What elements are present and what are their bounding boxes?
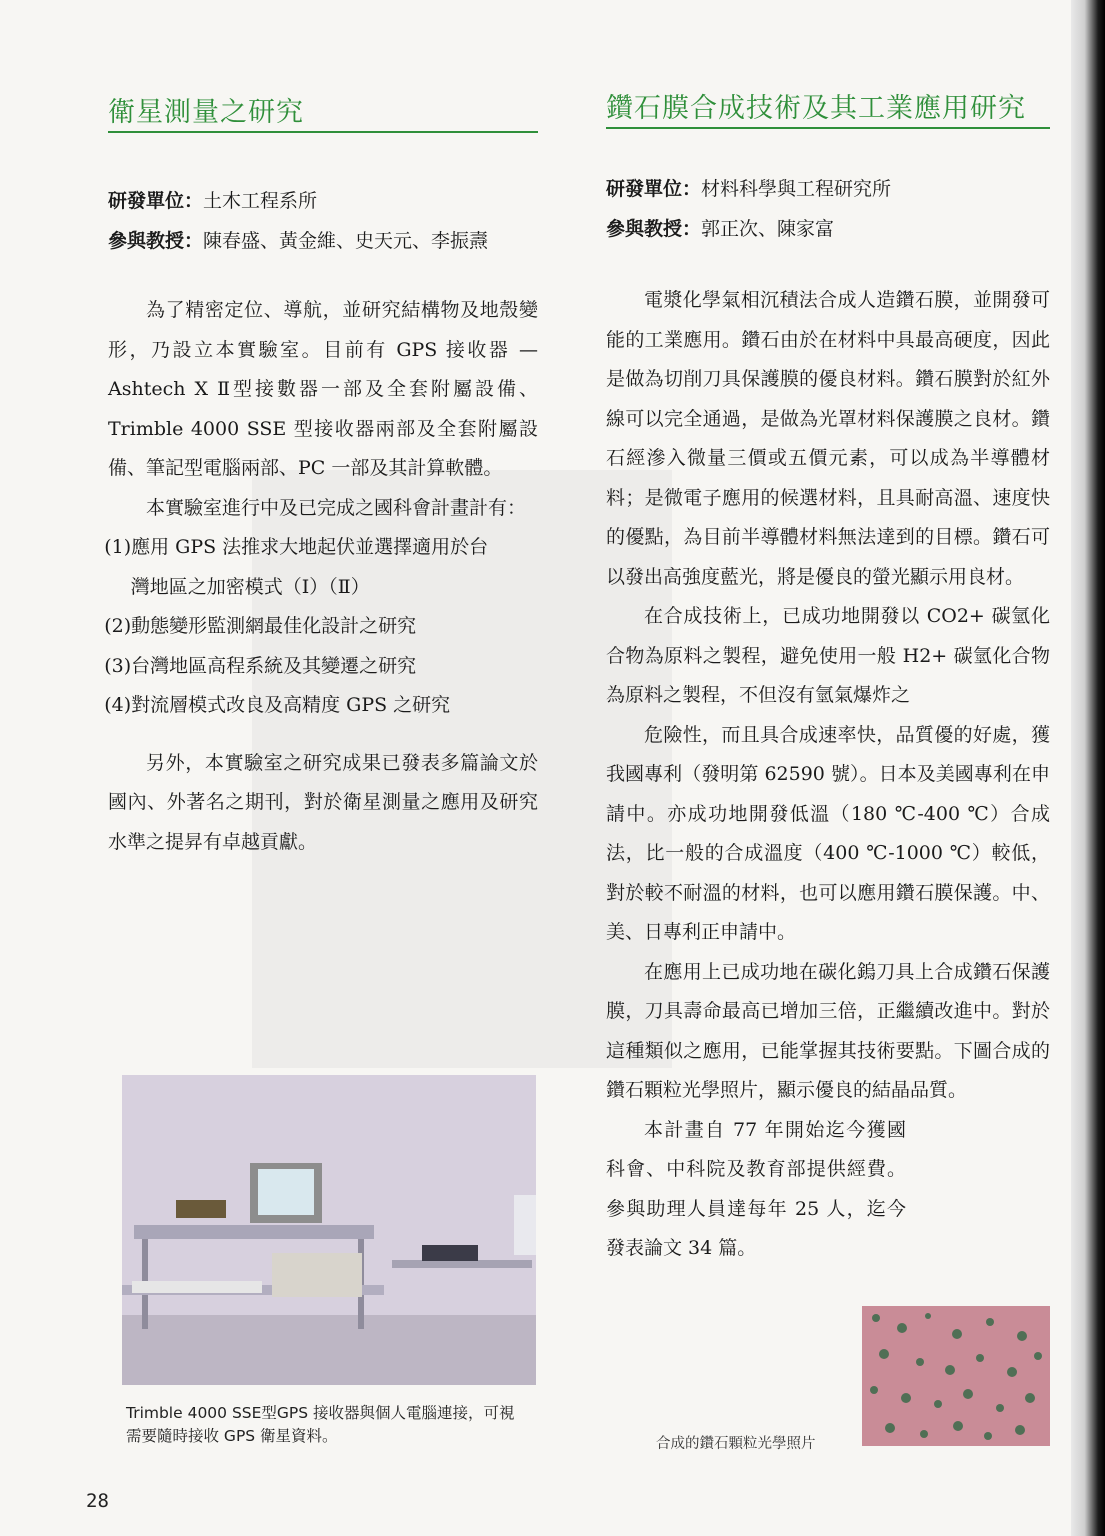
unit-label: 研發單位： (606, 178, 702, 200)
page-number: 28 (86, 1490, 109, 1512)
list-num: (2) (104, 615, 132, 637)
right-title: 鑽石膜合成技術及其工業應用研究 (606, 86, 1050, 129)
left-paragraph-2: 本實驗室進行中及已完成之國科會計畫計有： (146, 496, 527, 519)
prof-value: 陳春盛、黃金維、史天元、李振燾 (203, 230, 489, 252)
right-paragraph-4: 在應用上已成功地在碳化鎢刀具上合成鑽石保護膜，刀具壽命最高已增加三倍，正繼續改進中。對於這種類似之應用，已能掌握其技術要點。下圖合成的鑽石顆粒光學照片，顯示優良的結晶品質。 (606, 960, 1050, 1101)
diamond-particle-photo (862, 1306, 1050, 1446)
unit-label: 研發單位： (108, 190, 204, 212)
list-text: 對流層模式改良及高精度 GPS 之研究 (131, 694, 451, 716)
left-photo-caption: Trimble 4000 SSE型GPS 接收器與個人電腦連接，可視需要隨時接收 GPS 衛星資料。 (126, 1404, 515, 1445)
left-meta (108, 181, 538, 261)
right-unit-line (606, 169, 1050, 209)
left-column (104, 90, 538, 862)
left-unit-line (108, 181, 538, 221)
gps-photo-illustration (122, 1075, 536, 1385)
prof-value: 郭正次、陳家富 (701, 218, 835, 240)
gps-equipment-photo (122, 1075, 536, 1385)
left-body (104, 291, 538, 862)
list-item (104, 528, 538, 607)
right-body (606, 281, 1050, 1269)
list-text: 應用 GPS 法推求大地起伏並選擇適用於台 (131, 536, 489, 558)
list-item (104, 647, 538, 687)
right-column (606, 86, 1050, 1269)
right-meta (606, 169, 1050, 249)
list-num: (4) (104, 694, 132, 716)
right-paragraph-3: 危險性，而且具合成速率快，品質優的好處，獲我國專利（發明第 62590 號）。日本及美國專利在申請中。亦成功地開發低溫（180 ℃-400 ℃）合成法，比一般的合成溫度（400 ℃-1000 ℃）較低，對於較不耐溫的材料，也可以應用鑽石膜保護。中、美、日專利正申請中。 (606, 723, 1050, 943)
list-item (104, 607, 538, 647)
left-paragraph-1: 為了精密定位、導航，並研究結構物及地殼變形，乃設立本實驗室。目前有 GPS 接收器 — Ashtech X Ⅱ型接數器一部及全套附屬設備、Trimble 4000 SSE 型接收器兩部及全套附屬設備、筆記型電腦兩部、PC 一部及其計算軟體。 (108, 299, 538, 479)
scan-edge (1071, 0, 1105, 1536)
left-paragraph-3: 另外，本實驗室之研究成果已發表多篇論文於國內、外著名之期刊，對於衛星測量之應用及研究水準之提昇有卓越貢獻。 (108, 751, 538, 853)
list-num: (1) (104, 536, 132, 558)
left-title: 衛星測量之研究 (108, 90, 538, 133)
right-photo-caption: 合成的鑽石顆粒光學照片 (656, 1436, 816, 1452)
list-text: 台灣地區高程系統及其變遷之研究 (131, 654, 417, 677)
right-prof-line (606, 209, 1050, 249)
list-text: 動態變形監測網最佳化設計之研究 (131, 615, 417, 637)
left-prof-line (108, 221, 538, 261)
prof-label: 參與教授： (606, 218, 702, 240)
list-item (104, 686, 538, 726)
unit-value: 材料科學與工程研究所 (701, 178, 892, 200)
diamond-photo-illustration (862, 1306, 1050, 1446)
right-paragraph-2: 在合成技術上，已成功地開發以 CO2+ 碳氫化合物為原料之製程，避免使用一般 H2+ 碳氫化合物為原料之製程，不但沒有氫氣爆炸之 (606, 605, 1050, 706)
unit-value: 土木工程系所 (203, 190, 318, 212)
right-paragraph-5: 本計畫自 77 年開始迄今獲國科會、中科院及教育部提供經費。參與助理人員達每年 25 人，迄今發表論文 34 篇。 (606, 1118, 906, 1259)
list-cont: 灣地區之加密模式（Ⅰ）（Ⅱ） (130, 575, 370, 598)
list-num: (3) (104, 654, 132, 677)
prof-label: 參與教授： (108, 230, 204, 252)
right-paragraph-1: 電漿化學氣相沉積法合成人造鑽石膜，並開發可能的工業應用。鑽石由於在材料中具最高硬度，因此是做為切削刀具保護膜的優良材料。鑽石膜對於紅外線可以完全通過，是做為光罩材料保護膜之良材。鑽石經滲入微量三價或五價元素，可以成為半導體材料；是微電子應用的候選材料，且具耐高溫、速度快的優點，為目前半導體材料無法達到的目標。鑽石可以發出高強度藍光，將是優良的螢光顯示用良材。 (606, 289, 1050, 588)
